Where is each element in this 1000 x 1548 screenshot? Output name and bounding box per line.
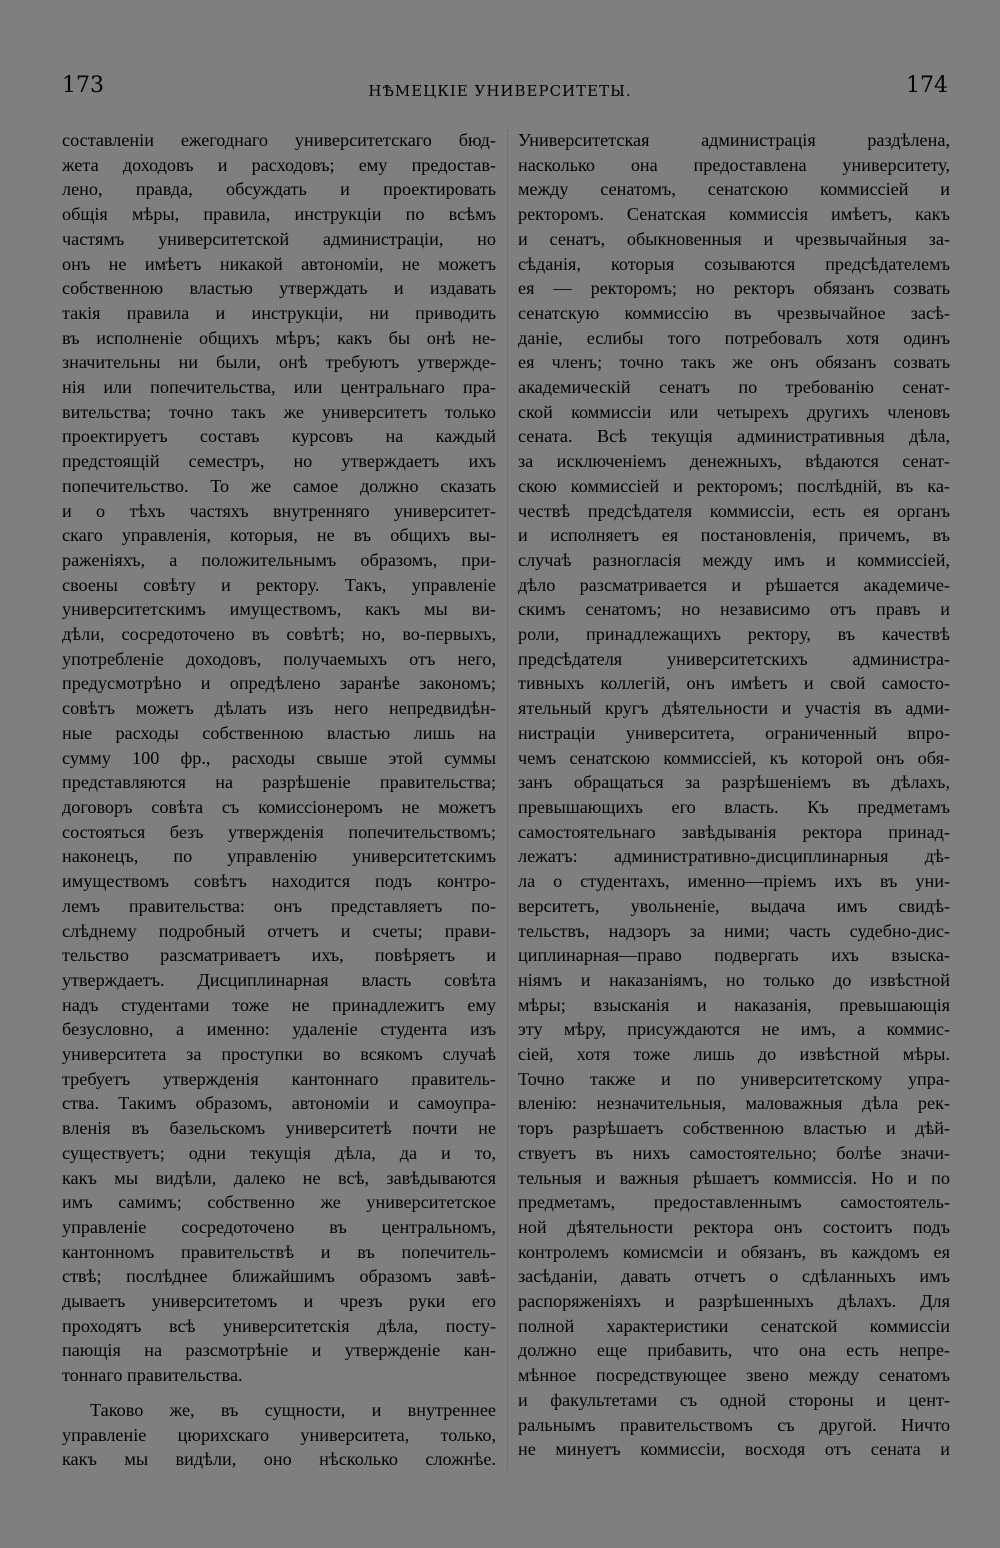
text-line: Точно также и по университетскому упра- xyxy=(518,1068,950,1089)
text-line: онъ не имѣетъ никакой автономіи, не можетъ xyxy=(62,253,496,274)
text-line: въ исполненіе общихъ мѣръ; какъ бы онѣ не- xyxy=(62,327,496,348)
text-line: проходятъ всѣ университетскія дѣла, посту- xyxy=(62,1315,496,1336)
text-line: слѣднему подробный отчетъ и счеты; прави- xyxy=(62,920,496,941)
text-line: сенатскую коммиссію въ чрезвычайное засѣ- xyxy=(518,302,950,323)
text-line: тивныхъ коллегій, онъ имѣетъ и свой самосто- xyxy=(518,673,950,694)
text-line: существуетъ; одни текущія дѣла, да и то, xyxy=(62,1142,496,1163)
text-line: такія правила и инструкціи, ни приводить xyxy=(62,302,496,323)
text-line: распоряженіяхъ и разрѣшенныхъ дѣлахъ. Для xyxy=(518,1291,950,1312)
running-title: НѢМЕЦКІЕ УНИВЕРСИТЕТЫ. xyxy=(368,82,632,100)
text-line: верситетъ, увольненіе, выдача имъ свидѣ- xyxy=(518,895,950,916)
text-line: и факультетами съ одной стороны и цент- xyxy=(518,1389,950,1410)
text-line: вленію: незначительныя, маловажныя дѣла рек- xyxy=(518,1093,950,1114)
text-line: ствуетъ въ нихъ самостоятельно; болѣе значи- xyxy=(518,1142,950,1163)
text-line: не минуетъ коммиссіи, восходя отъ сената и xyxy=(518,1439,950,1460)
text-line: торъ разрѣшаетъ собственною властью и дѣй- xyxy=(518,1118,950,1139)
text-line: сѣданія, которыя созываются предсѣдателемъ xyxy=(518,253,950,274)
text-line: скимъ сенатомъ; но независимо отъ правъ и xyxy=(518,599,950,620)
text-line: академическій сенатъ по требованію сенат- xyxy=(518,377,950,398)
text-line: занъ обращаться за разрѣшеніемъ въ дѣлахъ, xyxy=(518,772,950,793)
text-line: тельныя и важныя рѣшаетъ коммиссія. Но и по xyxy=(518,1167,950,1188)
text-line: частямъ университетской администраціи, но xyxy=(62,228,496,249)
page-number-left: 173 xyxy=(62,73,104,98)
text-line: предметамъ, предоставленнымъ самостоятель- xyxy=(518,1192,950,1213)
text-line: случаѣ разногласія между имъ и коммиссіей, xyxy=(518,549,950,570)
text-line: имуществомъ совѣтъ находится подъ контро- xyxy=(62,871,496,892)
text-line: договоръ совѣта съ комиссіонеромъ не можетъ xyxy=(62,796,496,817)
text-line: эту мѣру, присуждаются не имъ, а коммис- xyxy=(518,1019,950,1040)
text-line: скаго управленія, которыя, не въ общихъ вы- xyxy=(62,525,496,546)
text-line: насколько она предоставлена университету, xyxy=(518,154,950,175)
text-line: ства. Такимъ образомъ, автономіи и самоупра- xyxy=(62,1093,496,1114)
text-line: и исполняетъ ея постановленія, причемъ, въ xyxy=(518,525,950,546)
text-line: управленіе сосредоточено въ центральномъ, xyxy=(62,1216,496,1237)
text-line: тельство разсматриваетъ ихъ, повѣряетъ и xyxy=(62,945,496,966)
left-column xyxy=(62,128,496,1472)
text-line: ятельный кругъ дѣятельности и участія въ адми- xyxy=(518,698,950,719)
text-line: тельствъ, надзоръ за ними; часть судебно-дис- xyxy=(518,920,950,941)
text-line: жета доходовъ и расходовъ; ему предостав- xyxy=(62,154,496,175)
text-line: совѣтъ можетъ дѣлать изъ него непредвидѣн- xyxy=(62,698,496,719)
text-line: сіей, хотя тоже лишь до извѣстной мѣры. xyxy=(518,1044,950,1065)
text-line: лежатъ: административно-дисциплинарныя дѣ- xyxy=(518,846,950,867)
text-line: ральнымъ правительствомъ съ другой. Ничто xyxy=(518,1414,950,1435)
text-line: ствѣ; послѣднее ближайшимъ образомъ завѣ- xyxy=(62,1266,496,1287)
text-line: управленіе цюрихскаго университета, только, xyxy=(62,1424,496,1445)
text-line: ской коммиссіи или четырехъ другихъ членовъ xyxy=(518,401,950,422)
paragraph-gap xyxy=(62,1388,496,1398)
text-line: ея членъ; точно такъ же онъ обязанъ созвать xyxy=(518,352,950,373)
text-line: нія или попечительства, или центральнаго пра- xyxy=(62,377,496,398)
text-line: значительны ни были, онѣ требуютъ утвержде- xyxy=(62,352,496,373)
text-line: дываетъ университетомъ и чрезъ руки его xyxy=(62,1291,496,1312)
text-line: ные расходы собственною властью лишь на xyxy=(62,722,496,743)
text-line: предсѣдателя университетскихъ администра- xyxy=(518,648,950,669)
text-line: чемъ сенатскою коммиссіей, къ которой онъ обя- xyxy=(518,747,950,768)
text-line: представляются на разрѣшеніе правительства; xyxy=(62,772,496,793)
text-line: утверждаетъ. Дисциплинарная власть совѣта xyxy=(62,969,496,990)
text-line: вленія въ базельскомъ университетѣ почти не xyxy=(62,1118,496,1139)
text-line: засѣданіи, давать отчетъ о сдѣланныхъ имъ xyxy=(518,1266,950,1287)
text-line: за исключеніемъ денежныхъ, вѣдаются сенат- xyxy=(518,451,950,472)
text-line: вительства; точно такъ же университетъ только xyxy=(62,401,496,422)
text-line: между сенатомъ, сенатскою коммиссіей и xyxy=(518,179,950,200)
text-line: и о тѣхъ частяхъ внутренняго университет- xyxy=(62,500,496,521)
text-line: лемъ правительства: онъ представляетъ по- xyxy=(62,895,496,916)
text-line: тоннаго правительства. xyxy=(62,1365,243,1386)
text-line: составленіи ежегоднаго университетскаго бюд- xyxy=(62,130,496,150)
text-line: предстоящій семестръ, но утверждаетъ ихъ xyxy=(62,451,496,472)
text-line: должно еще прибавить, что она есть непре- xyxy=(518,1340,950,1361)
text-line: Университетская администрація раздѣлена, xyxy=(518,130,950,150)
text-line: какъ мы видѣли, оно нѣсколько сложнѣе. xyxy=(62,1449,496,1470)
text-line: нистраціи университета, ограниченный впро- xyxy=(518,722,950,743)
text-line: университета за проступки во всякомъ случаѣ xyxy=(62,1044,496,1065)
text-line: дѣло разсматривается и рѣшается академиче- xyxy=(518,574,950,595)
text-line: чествѣ предсѣдателя коммиссіи, есть ея органъ xyxy=(518,500,950,521)
text-line: собственною властью утверждать и издавать xyxy=(62,278,496,299)
text-line: ной дѣятельности ректора онъ состоитъ подъ xyxy=(518,1216,950,1237)
text-line: ея — ректоромъ; но ректоръ обязанъ созвать xyxy=(518,278,950,299)
text-line: ніямъ и наказаніямъ, но только до извѣстной xyxy=(518,969,950,990)
text-line: имъ самимъ; собственно же университетское xyxy=(62,1192,496,1213)
text-line: лено, правда, обсуждать и проектировать xyxy=(62,179,496,200)
text-line: Таково же, въ сущности, и внутреннее xyxy=(90,1399,496,1420)
page-number-right: 174 xyxy=(906,73,948,98)
text-line: требуетъ утвержденія кантоннаго правитель- xyxy=(62,1068,496,1089)
text-line: своены совѣту и ректору. Такъ, управленіе xyxy=(62,574,496,595)
text-line: предусмотрѣно и опредѣлено заранѣе закономъ; xyxy=(62,673,496,694)
text-line: ла о студентахъ, именно—пріемъ ихъ въ уни- xyxy=(518,871,950,892)
text-line: и сенатъ, обыкновенныя и чрезвычайныя за- xyxy=(518,228,950,249)
text-line: употребленіе доходовъ, получаемыхъ отъ него, xyxy=(62,648,496,669)
column-divider xyxy=(507,130,508,1470)
text-line: ректоромъ. Сенатская коммиссія имѣетъ, какъ xyxy=(518,204,950,225)
text-line: мѣры; взысканія и наказанія, превышающія xyxy=(518,994,950,1015)
text-line: общія мѣры, правила, инструкціи по всѣмъ xyxy=(62,204,496,225)
text-line: превышающихъ его власть. Къ предметамъ xyxy=(518,796,950,817)
text-line: какъ мы видѣли, далеко не всѣ, завѣдываются xyxy=(62,1167,496,1188)
text-line: раженіяхъ, а положительнымъ образомъ, при- xyxy=(62,549,496,570)
text-line: попечительство. То же самое должно сказать xyxy=(62,475,496,496)
text-line: циплинарная—право подвергать ихъ взыска- xyxy=(518,945,950,966)
text-line: наконецъ, по управленію университетскимъ xyxy=(62,846,496,867)
text-line: университетскимъ имуществомъ, какъ мы ви- xyxy=(62,599,496,620)
text-line: кантонномъ правительствѣ и въ попечитель- xyxy=(62,1241,496,1262)
text-line: даніе, еслибы того потребовалъ хотя одинъ xyxy=(518,327,950,348)
text-line: полной характеристики сенатской коммиссіи xyxy=(518,1315,950,1336)
right-column xyxy=(518,128,950,1462)
text-line: скою коммиссіей и ректоромъ; послѣдній, въ ка- xyxy=(518,475,950,496)
text-line: состояться безъ утвержденія попечительствомъ; xyxy=(62,821,496,842)
text-line: контролемъ комисмсіи и обязанъ, въ каждомъ ея xyxy=(518,1241,950,1262)
text-line: пающія на разсмотрѣніе и утвержденіе кан- xyxy=(62,1340,496,1361)
text-line: роли, принадлежащихъ ректору, въ качествѣ xyxy=(518,624,950,645)
text-line: мѣнное посредствующее звено между сенатомъ xyxy=(518,1365,950,1386)
text-line: безусловно, а именно: удаленіе студента изъ xyxy=(62,1019,496,1040)
text-line: надъ студентами тоже не принадлежитъ ему xyxy=(62,994,496,1015)
text-line: сената. Всѣ текущія административныя дѣла, xyxy=(518,426,950,447)
text-line: сумму 100 фр., расходы свыше этой суммы xyxy=(62,747,496,768)
text-line: дѣли, сосредоточено въ совѣтѣ; но, во-первыхъ, xyxy=(62,624,496,645)
text-line: самостоятельнаго завѣдыванія ректора принад- xyxy=(518,821,950,842)
text-line: проектируетъ составъ курсовъ на каждый xyxy=(62,426,496,447)
